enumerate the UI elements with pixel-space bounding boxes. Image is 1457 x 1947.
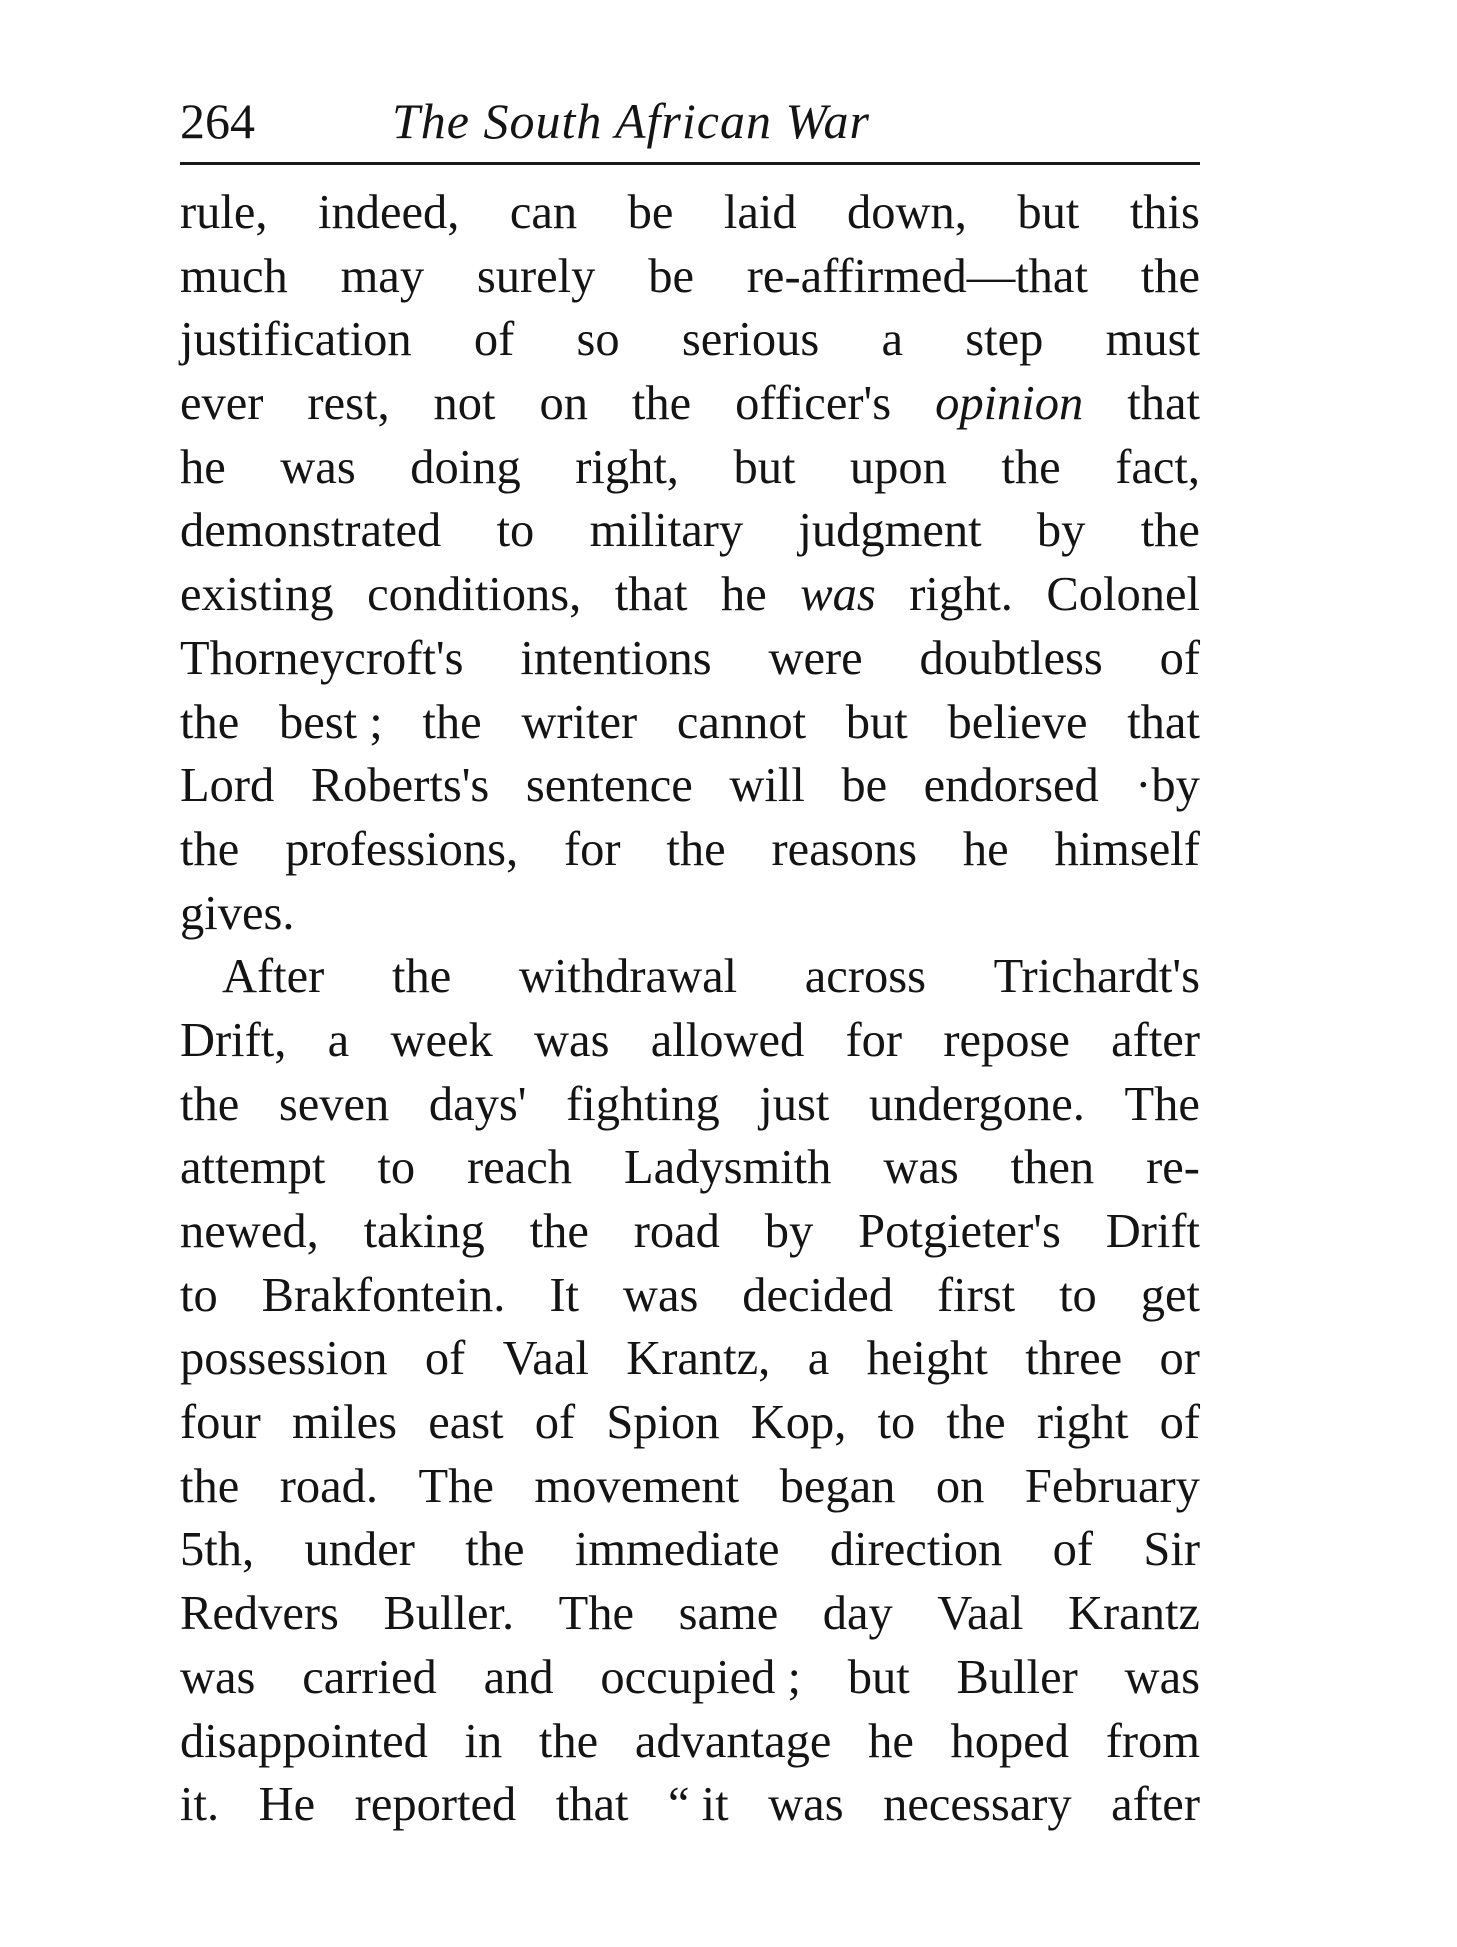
word: carried bbox=[302, 1650, 437, 1704]
word: it. bbox=[180, 1778, 220, 1832]
text-line bbox=[180, 1136, 1200, 1200]
word: that bbox=[1127, 377, 1200, 431]
word: military bbox=[589, 504, 744, 558]
word: the bbox=[392, 950, 452, 1004]
word: for bbox=[845, 1013, 903, 1067]
word: direction bbox=[829, 1523, 1003, 1577]
word: Colonel bbox=[1046, 568, 1200, 622]
text-line bbox=[180, 1264, 1200, 1328]
word: Krantz bbox=[1068, 1587, 1200, 1641]
word: hoped bbox=[950, 1714, 1070, 1768]
text-line bbox=[180, 945, 1200, 1009]
text-line bbox=[180, 1009, 1200, 1073]
word: necessary bbox=[883, 1778, 1072, 1832]
text-line bbox=[180, 1073, 1200, 1137]
word: 5th, bbox=[180, 1523, 255, 1577]
text-line bbox=[180, 1391, 1200, 1455]
word: Kop, bbox=[750, 1396, 847, 1450]
word: immediate bbox=[574, 1523, 780, 1577]
word: the bbox=[538, 1714, 599, 1768]
word: under bbox=[304, 1523, 415, 1577]
word: this bbox=[1129, 186, 1200, 239]
text-line bbox=[180, 1200, 1200, 1264]
word: possession bbox=[180, 1332, 388, 1386]
word: after bbox=[1111, 1013, 1200, 1067]
word: the bbox=[180, 695, 240, 749]
text-line bbox=[180, 1646, 1200, 1710]
word: himself bbox=[1054, 822, 1200, 876]
word: officer's bbox=[735, 377, 892, 431]
word: just bbox=[759, 1077, 830, 1131]
word: road bbox=[633, 1205, 720, 1258]
word: reasons bbox=[771, 822, 917, 876]
word: cannot bbox=[676, 695, 807, 749]
word: and bbox=[483, 1650, 554, 1704]
word: on bbox=[539, 377, 588, 431]
book-title: The South African War bbox=[392, 93, 870, 149]
word: same bbox=[678, 1587, 779, 1641]
word: he bbox=[868, 1714, 914, 1768]
word: be bbox=[627, 186, 674, 239]
word: miles bbox=[291, 1396, 398, 1450]
word: was bbox=[622, 1268, 699, 1322]
page-number: 264 bbox=[180, 93, 255, 149]
text-line bbox=[180, 818, 1200, 882]
word: existing bbox=[180, 568, 334, 622]
word: ever bbox=[180, 377, 264, 431]
word: week bbox=[390, 1013, 493, 1067]
word: to bbox=[1059, 1268, 1097, 1322]
word: so bbox=[576, 313, 620, 367]
word: step bbox=[965, 313, 1044, 367]
word: of bbox=[1159, 1396, 1200, 1450]
word: “ it bbox=[668, 1778, 729, 1832]
word: was bbox=[180, 1650, 256, 1704]
text-line bbox=[180, 181, 1200, 245]
word: get bbox=[1140, 1268, 1200, 1322]
word: the bbox=[631, 377, 692, 431]
text-line bbox=[180, 1710, 1200, 1774]
text-line bbox=[180, 245, 1200, 309]
word: Redvers bbox=[180, 1587, 339, 1641]
word: doubtless bbox=[919, 631, 1103, 685]
word: Roberts's bbox=[310, 759, 490, 813]
word: the bbox=[465, 1523, 525, 1577]
word: Buller. bbox=[383, 1587, 515, 1641]
word: upon bbox=[849, 440, 947, 494]
word: Trichardt's bbox=[993, 950, 1200, 1004]
word: re-affirmed—that bbox=[746, 249, 1088, 303]
word: Thorneycroft's bbox=[180, 631, 464, 685]
word: road. bbox=[279, 1459, 379, 1513]
text-line bbox=[180, 691, 1200, 755]
word: first bbox=[937, 1268, 1016, 1322]
word: He bbox=[258, 1778, 316, 1832]
word: right bbox=[1036, 1396, 1129, 1450]
word: three bbox=[1025, 1332, 1123, 1386]
word: fact, bbox=[1115, 440, 1200, 494]
word: the bbox=[1140, 249, 1200, 303]
word: that bbox=[1127, 695, 1200, 749]
word: serious bbox=[681, 313, 820, 367]
word: Krantz, bbox=[626, 1332, 771, 1386]
word: or bbox=[1159, 1332, 1200, 1386]
word: for bbox=[564, 822, 621, 876]
word: may bbox=[340, 249, 425, 303]
word: taking bbox=[363, 1205, 485, 1258]
word: day bbox=[822, 1587, 893, 1641]
word: disappointed bbox=[180, 1714, 428, 1768]
text-line bbox=[180, 372, 1200, 436]
word: on bbox=[935, 1459, 985, 1513]
text-line bbox=[180, 882, 1200, 946]
text-line bbox=[180, 627, 1200, 691]
word: best ; bbox=[278, 695, 383, 749]
word: can bbox=[509, 186, 578, 239]
text-line bbox=[180, 1582, 1200, 1646]
word: rest, bbox=[307, 377, 390, 431]
word: then bbox=[1010, 1141, 1095, 1195]
word: of bbox=[424, 1332, 466, 1386]
word: writer bbox=[521, 695, 638, 749]
text-line bbox=[180, 1455, 1200, 1519]
word: were bbox=[768, 631, 863, 685]
word: the bbox=[180, 1077, 240, 1131]
word: fighting bbox=[566, 1077, 720, 1131]
word: days' bbox=[428, 1077, 527, 1131]
word: east bbox=[428, 1396, 504, 1450]
word: Spion bbox=[606, 1396, 720, 1450]
word: opinion bbox=[935, 377, 1084, 431]
word: a bbox=[807, 1332, 830, 1386]
word: Ladysmith bbox=[623, 1141, 832, 1195]
word: the bbox=[180, 1459, 240, 1513]
word: height bbox=[866, 1332, 988, 1386]
word: Lord bbox=[180, 759, 275, 813]
word: Brakfontein. bbox=[261, 1268, 506, 1322]
word: doing bbox=[410, 440, 521, 494]
word: he bbox=[180, 440, 226, 494]
word: be bbox=[648, 249, 694, 303]
word: after bbox=[1111, 1778, 1200, 1832]
header-rule bbox=[180, 162, 1200, 165]
word: The bbox=[558, 1587, 635, 1641]
word: that bbox=[555, 1778, 629, 1832]
word: was bbox=[768, 1778, 844, 1832]
word: indeed, bbox=[317, 186, 460, 239]
word: but bbox=[1017, 186, 1080, 239]
word: a bbox=[881, 313, 904, 367]
word: was bbox=[800, 568, 876, 622]
word: withdrawal bbox=[518, 950, 738, 1004]
word: of bbox=[534, 1396, 576, 1450]
word: but bbox=[847, 1650, 910, 1704]
word: the bbox=[1001, 440, 1061, 494]
word: of bbox=[1159, 631, 1200, 685]
word: re- bbox=[1146, 1141, 1200, 1195]
word: the bbox=[180, 822, 240, 876]
word: The bbox=[1124, 1077, 1200, 1131]
word: the bbox=[1140, 504, 1200, 558]
word: in bbox=[464, 1714, 503, 1768]
word: that bbox=[614, 568, 688, 622]
word: reach bbox=[467, 1141, 573, 1195]
word: will bbox=[729, 759, 805, 813]
word: professions, bbox=[285, 822, 519, 876]
word: It bbox=[549, 1268, 579, 1322]
word: began bbox=[779, 1459, 896, 1513]
word: across bbox=[804, 950, 926, 1004]
word: intentions bbox=[520, 631, 712, 685]
word: Vaal bbox=[502, 1332, 589, 1386]
text-line bbox=[180, 563, 1200, 627]
word: repose bbox=[943, 1013, 1070, 1067]
word: sentence bbox=[525, 759, 693, 813]
word: undergone. bbox=[868, 1077, 1085, 1131]
body-text bbox=[180, 181, 1200, 1837]
word: the bbox=[422, 695, 482, 749]
text-line bbox=[180, 1327, 1200, 1391]
word: The bbox=[418, 1459, 494, 1513]
word: the bbox=[529, 1205, 589, 1258]
text-line bbox=[180, 1518, 1200, 1582]
word: was bbox=[883, 1141, 959, 1195]
word: Drift bbox=[1105, 1205, 1200, 1258]
word: reported bbox=[354, 1778, 517, 1832]
word: After bbox=[222, 950, 325, 1004]
word: surely bbox=[476, 249, 596, 303]
word: by bbox=[1036, 504, 1086, 558]
word: allowed bbox=[650, 1013, 805, 1067]
word: but bbox=[733, 440, 796, 494]
word: right, bbox=[575, 440, 679, 494]
word: demonstrated bbox=[180, 504, 442, 558]
word: February bbox=[1024, 1459, 1200, 1513]
word: was bbox=[1124, 1650, 1200, 1704]
word: Potgieter's bbox=[858, 1205, 1061, 1258]
word: right. bbox=[909, 568, 1013, 622]
word: of bbox=[1052, 1523, 1094, 1577]
word: endorsed bbox=[923, 759, 1099, 813]
word: much bbox=[180, 249, 288, 303]
word: to bbox=[496, 504, 535, 558]
word: rule, bbox=[180, 186, 268, 239]
text-line bbox=[180, 436, 1200, 500]
word: occupied ; bbox=[600, 1650, 802, 1704]
word: but bbox=[845, 695, 908, 749]
word: be bbox=[841, 759, 888, 813]
word: he bbox=[720, 568, 767, 622]
word: laid bbox=[723, 186, 797, 239]
word: seven bbox=[278, 1077, 390, 1131]
word: Sir bbox=[1143, 1523, 1200, 1577]
word: advantage bbox=[634, 1714, 832, 1768]
word: a bbox=[327, 1013, 350, 1067]
word: was bbox=[534, 1013, 610, 1067]
word: the bbox=[666, 822, 726, 876]
word: Drift, bbox=[180, 1013, 287, 1067]
word: conditions, bbox=[367, 568, 582, 622]
word: Vaal bbox=[937, 1587, 1024, 1641]
word: movement bbox=[534, 1459, 740, 1513]
word: was bbox=[280, 440, 356, 494]
text-line bbox=[180, 308, 1200, 372]
word: believe bbox=[947, 695, 1088, 749]
word: must bbox=[1105, 313, 1200, 367]
word: down, bbox=[847, 186, 967, 239]
word: to bbox=[377, 1141, 416, 1195]
word: to bbox=[877, 1396, 916, 1450]
text-line bbox=[180, 1773, 1200, 1837]
word: of bbox=[473, 313, 515, 367]
word: four bbox=[180, 1396, 261, 1450]
word: gives. bbox=[180, 886, 295, 940]
word: he bbox=[962, 822, 1009, 876]
text-line bbox=[180, 499, 1200, 563]
word: justification bbox=[180, 313, 412, 367]
word: judgment bbox=[798, 504, 982, 558]
running-head bbox=[180, 86, 1200, 156]
word: from bbox=[1105, 1714, 1200, 1768]
text-line bbox=[180, 754, 1200, 818]
word: Buller bbox=[956, 1650, 1078, 1704]
word: decided bbox=[742, 1268, 894, 1322]
word: not bbox=[433, 377, 496, 431]
word: to bbox=[180, 1268, 218, 1322]
word: by bbox=[764, 1205, 814, 1258]
word: the bbox=[946, 1396, 1006, 1450]
word: attempt bbox=[180, 1141, 326, 1195]
word: ·by bbox=[1135, 759, 1200, 813]
word: newed, bbox=[180, 1205, 319, 1258]
